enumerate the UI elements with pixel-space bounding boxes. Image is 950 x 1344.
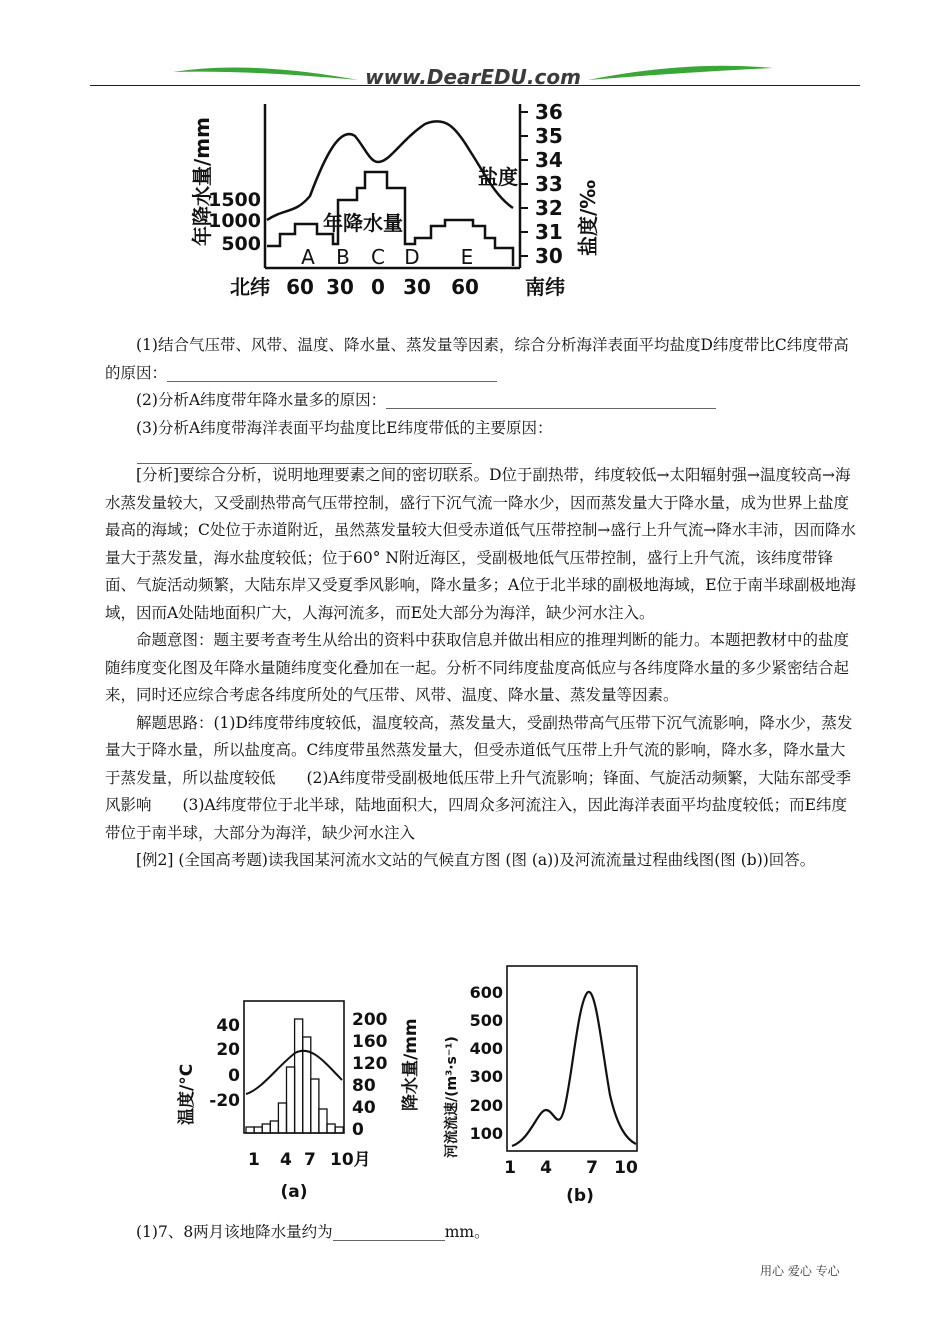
latitude-tick: 60 [451,275,479,299]
latitude-salinity-precip-chart [190,96,605,306]
salinity-tick: 32 [535,196,563,220]
left-leaf-swoosh [173,68,358,81]
latitude-tick: 南纬 [525,275,565,299]
latitude-tick: 30 [403,275,431,299]
salinity-tick: 30 [535,244,563,268]
precip-tick: 1000 [208,210,261,232]
precip-bar [270,1121,278,1133]
temp-tick: 0 [228,1066,240,1086]
right-leaf-swoosh [588,66,773,80]
temp-tick: -20 [209,1091,240,1111]
month-tick: 1 [248,1150,260,1170]
zone-label: A [301,245,315,269]
analysis-paragraph: [分析]要综合分析，说明地理要素之间的密切联系。D位于副热带，纬度较低→太阳辐射强→温度较高→海水蒸发量较大，又受副热带高气压带控制，盛行下沉气流一降水少，因而蒸发量大于降水量，成为世界上盐度最高的海域；C处位于赤道附近，虽然蒸发量较大但受赤道低气压带控制→盛行上升气流→降水丰沛，因而降水量大于蒸发量，海水盐度较低；位于60° N附近海区，受副极地低气压带控制，盛行上升气流，该纬度带锋面、气旋活动频繁，大陆东岸又受夏季风影响，降水量多；A位于北半球的副极地海域，E位于南半球副极地海域，因而A处陆地面积广大，人海河流多，而E处大部分为海洋，缺少河水注入。 [105,466,857,622]
question-1: (1)结合气压带、风带、温度、降水量、蒸发量等因素，综合分析海洋表面平均盐度D纬度带比C纬度带高的原因： [105,336,849,382]
precip-tick: 200 [352,1010,388,1030]
precip-bar [287,1067,295,1133]
precip-bar [278,1103,286,1133]
header-logo [168,58,778,94]
figure-a-caption: (a) [280,1182,308,1202]
question-2: (2)分析A纬度带年降水量多的原因： [105,387,857,415]
discharge-tick: 600 [469,983,503,1002]
right-axis-title: 盐度/‰ [576,179,600,256]
example-2-prompt: [例2] (全国高考题)读我国某河流水文站的气候直方图 (图 (a))及河流流量过程曲线图(图 (b))回答。 [136,851,816,869]
latitude-tick: 北纬 [230,275,270,299]
temp-axis-title: 温度/°C [177,1063,197,1125]
questions-block [105,332,857,470]
precipitation-bars [246,1019,343,1133]
salinity-tick: 36 [535,100,563,124]
zone-label: D [404,245,420,269]
climate-histogram-figure [170,993,420,1208]
latitude-tick: 0 [371,275,385,299]
precip-tick: 500 [221,233,261,255]
month-tick: 10 [614,1158,638,1178]
latitude-tick: 60 [286,275,314,299]
precip-tick: 80 [352,1076,376,1096]
precip-bar [319,1109,327,1133]
salinity-tick: 35 [535,124,563,148]
solution-paragraph: 解题思路：(1)D纬度带纬度较低，温度较高，蒸发量大，受副热带高气压带下沉气流影响，降水少，蒸发量大于降水量，所以盐度高。C纬度带虽然蒸发量大，但受赤道低气压带上升气流的影响，降水多，降水量大于蒸发量，所以盐度较低 (2)A纬度带受副极地低压带上升气流影响；锋面、气旋活动频繁，大陆东部受季风影响 (3)A纬度带位于北半球，陆地面积大，四周众多河流注入，因此海洋表面平均盐度较低；而E纬度带位于南半球，大部分为海洋，缺少河水注入 [105,713,853,842]
temp-tick: 40 [216,1016,240,1036]
month-tick: 7 [586,1158,598,1178]
precip-tick: 1500 [208,189,261,211]
analysis-block [105,462,857,875]
last-question [105,1219,857,1247]
latitude-tick: 30 [326,275,354,299]
answer-blank-2[interactable] [386,390,716,409]
figure-b-caption: (b) [566,1186,594,1206]
precip-tick: 40 [352,1098,376,1118]
precip-bar [295,1019,303,1133]
header-rule [90,85,860,86]
site-url: www.DearEDU.com [365,65,581,89]
zone-label: B [336,245,350,269]
discharge-tick: 300 [469,1067,503,1086]
precip-tick: 0 [352,1120,364,1140]
precip-bar [246,1127,254,1133]
month-tick: 1 [504,1158,516,1178]
precip-tick: 160 [352,1032,388,1052]
zone-label: E [460,245,474,269]
precip-bar [335,1127,343,1133]
precip-bars-label: 年降水量 [323,211,403,235]
salinity-curve-label: 盐度 [478,165,518,189]
month-tick: 7 [304,1150,316,1170]
discharge-curve [512,992,636,1146]
discharge-tick: 400 [469,1039,503,1058]
precip-tick: 120 [352,1054,388,1074]
footer-motto: 用心 爱心 专心 [760,1264,840,1278]
discharge-axis-title: 河流流速/(m³·s⁻¹) [444,1036,460,1158]
precip-bar [311,1079,319,1133]
river-discharge-figure [440,960,650,1215]
discharge-tick: 200 [469,1096,503,1115]
precip-bar [262,1124,270,1133]
salinity-curve [267,121,513,220]
discharge-tick: 500 [469,1011,503,1030]
precip-axis-title: 降水量/mm [401,1018,421,1111]
salinity-tick: 33 [535,172,563,196]
intent-paragraph: 命题意图：题主要考查考生从给出的资料中获取信息并做出相应的推理判断的能力。本题把教材中的盐度随纬度变化图及年降水量随纬度变化叠加在一起。分析不同纬度盐度高低应与各纬度降水量的多少紧密结合起来，同时还应综合考虑各纬度所处的气压带、风带、温度、降水量、蒸发量等因素。 [105,631,850,704]
precip-bar [327,1124,335,1133]
precip-bar [254,1127,262,1133]
zone-label: C [371,245,385,269]
salinity-tick: 34 [535,148,563,172]
temp-tick: 20 [216,1040,240,1060]
answer-blank-1[interactable] [167,363,497,382]
month-tick: 4 [280,1150,292,1170]
last-question-suffix: mm。 [444,1223,490,1241]
question-3: (3)分析A纬度带海洋表面平均盐度比E纬度带低的主要原因： [136,418,553,437]
salinity-tick: 31 [535,220,563,244]
last-question-prefix: (1)7、8两月该地降水量约为 [136,1223,333,1241]
month-tick: 10月 [330,1150,371,1170]
left-axis-title: 年降水量/mm [190,117,214,246]
discharge-tick: 100 [469,1124,503,1143]
month-tick: 4 [540,1158,552,1178]
answer-blank-4[interactable] [333,1222,445,1241]
